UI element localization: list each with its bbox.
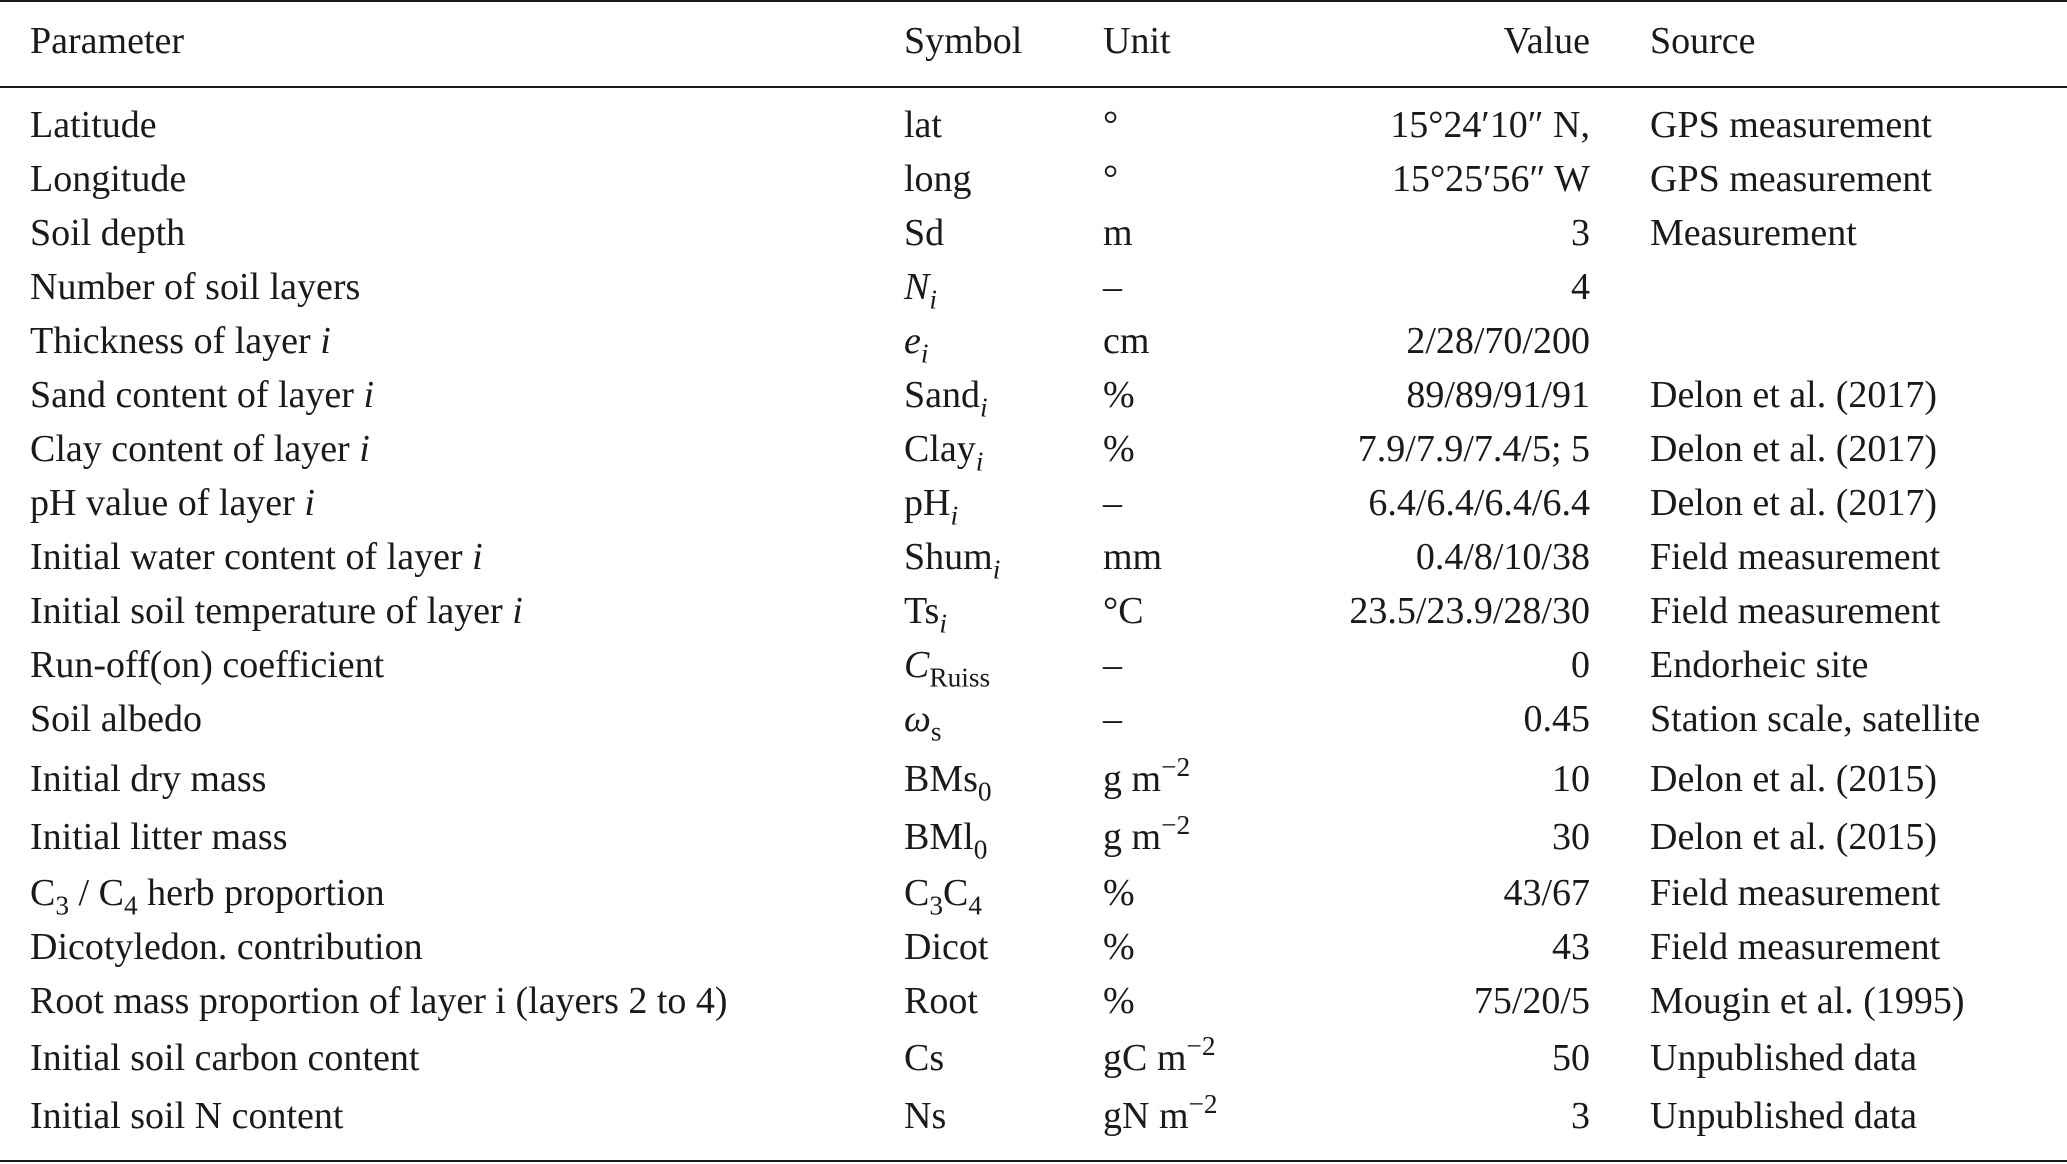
unit-cell: g $m^{-2}$	[1103, 809, 1191, 858]
value-cell: 23.5/23.9/28/30	[1349, 590, 1590, 632]
unit-cell: gC $m^{-2}$	[1103, 1030, 1216, 1079]
source-cell: Delon et al. (2017)	[1650, 482, 1938, 524]
symbol-cell: $pH_i$	[904, 482, 959, 531]
source-cell: Field measurement	[1650, 926, 1941, 968]
symbol-cell: long	[904, 158, 972, 200]
symbol-cell: Shum$_i$	[904, 536, 1001, 585]
parameter-cell: Initial litter mass	[30, 816, 288, 858]
value-cell: 43/67	[1503, 872, 1590, 914]
symbol-cell: Ns	[904, 1095, 947, 1137]
source-cell: Delon et al. (2015)	[1650, 816, 1938, 858]
value-cell: 10	[1552, 758, 1590, 800]
parameter-cell: Latitude	[30, 104, 157, 146]
parameter-cell: Run-off(on) coefficient	[30, 644, 385, 686]
table-row	[0, 422, 2067, 476]
symbol-cell: Sand$_i$	[904, 374, 988, 423]
parameter-cell: Initial soil temperature of layer i	[30, 590, 523, 632]
symbol-cell: lat	[904, 104, 942, 146]
value-cell: 4	[1571, 266, 1590, 308]
symbol-cell: $N_i$	[904, 266, 937, 315]
source-cell: Measurement	[1650, 212, 1857, 254]
source-cell: GPS measurement	[1650, 104, 1932, 146]
parameter-cell: Number of soil layers	[30, 266, 361, 308]
unit-cell: °	[1103, 158, 1119, 200]
parameter-cell: Soil depth	[30, 212, 186, 254]
value-cell: 0.4/8/10/38	[1415, 536, 1590, 578]
table-row	[0, 638, 2067, 692]
value-cell: 15°24′10″ N,	[1390, 104, 1590, 146]
symbol-cell: Sd	[904, 212, 945, 254]
symbol-cell: BMl$_0$	[904, 816, 988, 865]
symbol-cell: Dicot	[904, 926, 989, 968]
unit-cell: gN $m^{-2}$	[1103, 1088, 1218, 1137]
parameter-cell: Clay content of layer i	[30, 428, 370, 470]
unit-cell: %	[1103, 428, 1135, 470]
source-cell: Delon et al. (2015)	[1650, 758, 1938, 800]
parameter-cell: Initial water content of layer i	[30, 536, 483, 578]
source-cell: Field measurement	[1650, 590, 1941, 632]
table-row	[0, 1089, 2067, 1143]
table-row	[0, 1031, 2067, 1085]
unit-cell: %	[1103, 926, 1135, 968]
table-row	[0, 584, 2067, 638]
parameter-cell: Initial dry mass	[30, 758, 267, 800]
value-cell: 15°25′56″ W	[1391, 158, 1590, 200]
symbol-cell: $C_{Ruiss}$	[904, 644, 991, 693]
unit-cell: cm	[1103, 320, 1150, 362]
unit-cell: g $m^{-2}$	[1103, 751, 1191, 800]
table-row	[0, 476, 2067, 530]
value-cell: 7.9/7.9/7.4/5; 5	[1357, 428, 1590, 470]
table-row	[0, 530, 2067, 584]
value-cell: 75/20/5	[1473, 980, 1590, 1022]
source-cell: Field measurement	[1650, 536, 1941, 578]
value-cell: 2/28/70/200	[1406, 320, 1590, 362]
symbol-cell: $Ts_i$	[904, 590, 947, 639]
table-row	[0, 152, 2067, 206]
unit-cell: –	[1103, 482, 1122, 524]
unit-cell: °C	[1103, 590, 1144, 632]
value-cell: 0	[1571, 644, 1590, 686]
value-cell: 43	[1552, 926, 1590, 968]
parameter-cell: Longitude	[30, 158, 187, 200]
table-row	[0, 260, 2067, 314]
symbol-cell: $\omega_s$	[904, 698, 942, 747]
unit-cell: m	[1103, 212, 1133, 254]
source-cell: Delon et al. (2017)	[1650, 374, 1938, 416]
header-row	[0, 14, 2067, 68]
header-symbol: Symbol	[904, 20, 1023, 62]
bottom-rule	[0, 1160, 2067, 1162]
parameter-cell: Dicotyledon. contribution	[30, 926, 423, 968]
header-rule	[0, 86, 2067, 88]
symbol-cell: $e_i$	[904, 320, 929, 369]
table-row	[0, 752, 2067, 806]
header-parameter: Parameter	[30, 20, 185, 62]
parameter-cell: Thickness of layer i	[30, 320, 331, 362]
parameter-cell: Root mass proportion of layer i (layers 2 to 4)	[30, 980, 728, 1022]
table-row	[0, 98, 2067, 152]
symbol-cell: BMs$_0$	[904, 758, 992, 807]
source-cell: GPS measurement	[1650, 158, 1932, 200]
header-unit: Unit	[1103, 20, 1171, 62]
parameter-cell: pH value of layer i	[30, 482, 315, 524]
table-row	[0, 206, 2067, 260]
table-row	[0, 368, 2067, 422]
parameter-cell: Sand content of layer i	[30, 374, 375, 416]
unit-cell: –	[1103, 698, 1122, 740]
unit-cell: °	[1103, 104, 1119, 146]
parameter-cell: Initial soil carbon content	[30, 1037, 420, 1079]
value-cell: 89/89/91/91	[1406, 374, 1590, 416]
symbol-cell: Root	[904, 980, 978, 1022]
unit-cell: –	[1103, 266, 1122, 308]
source-cell: Station scale, satellite	[1650, 698, 1981, 740]
symbol-cell: Cs	[904, 1037, 945, 1079]
header-source: Source	[1650, 20, 1756, 62]
header-value: Value	[1503, 20, 1590, 62]
unit-cell: %	[1103, 374, 1135, 416]
parameter-cell: $C_3 / C_4$ herb proportion	[30, 872, 385, 921]
value-cell: 3	[1571, 212, 1590, 254]
source-cell: Delon et al. (2017)	[1650, 428, 1938, 470]
source-cell: Unpublished data	[1650, 1095, 1918, 1137]
unit-cell: %	[1103, 872, 1135, 914]
value-cell: 50	[1552, 1037, 1590, 1079]
symbol-cell: Clay$_i$	[904, 428, 984, 477]
unit-cell: %	[1103, 980, 1135, 1022]
value-cell: 6.4/6.4/6.4/6.4	[1368, 482, 1590, 524]
source-cell: Field measurement	[1650, 872, 1941, 914]
top-rule	[0, 0, 2067, 2]
parameter-cell: Initial soil N content	[30, 1095, 344, 1137]
symbol-cell: $C_3C_4$	[904, 872, 983, 921]
value-cell: 30	[1552, 816, 1590, 858]
table-row	[0, 810, 2067, 864]
parameter-cell: Soil albedo	[30, 698, 203, 740]
unit-cell: –	[1103, 644, 1122, 686]
table-row	[0, 920, 2067, 974]
source-cell: Endorheic site	[1650, 644, 1869, 686]
table-row	[0, 314, 2067, 368]
table-row	[0, 974, 2067, 1028]
value-cell: 0.45	[1523, 698, 1590, 740]
table-row	[0, 866, 2067, 920]
table-row	[0, 692, 2067, 746]
value-cell: 3	[1571, 1095, 1590, 1137]
source-cell: Mougin et al. (1995)	[1650, 980, 1965, 1022]
unit-cell: mm	[1103, 536, 1163, 578]
source-cell: Unpublished data	[1650, 1037, 1918, 1079]
